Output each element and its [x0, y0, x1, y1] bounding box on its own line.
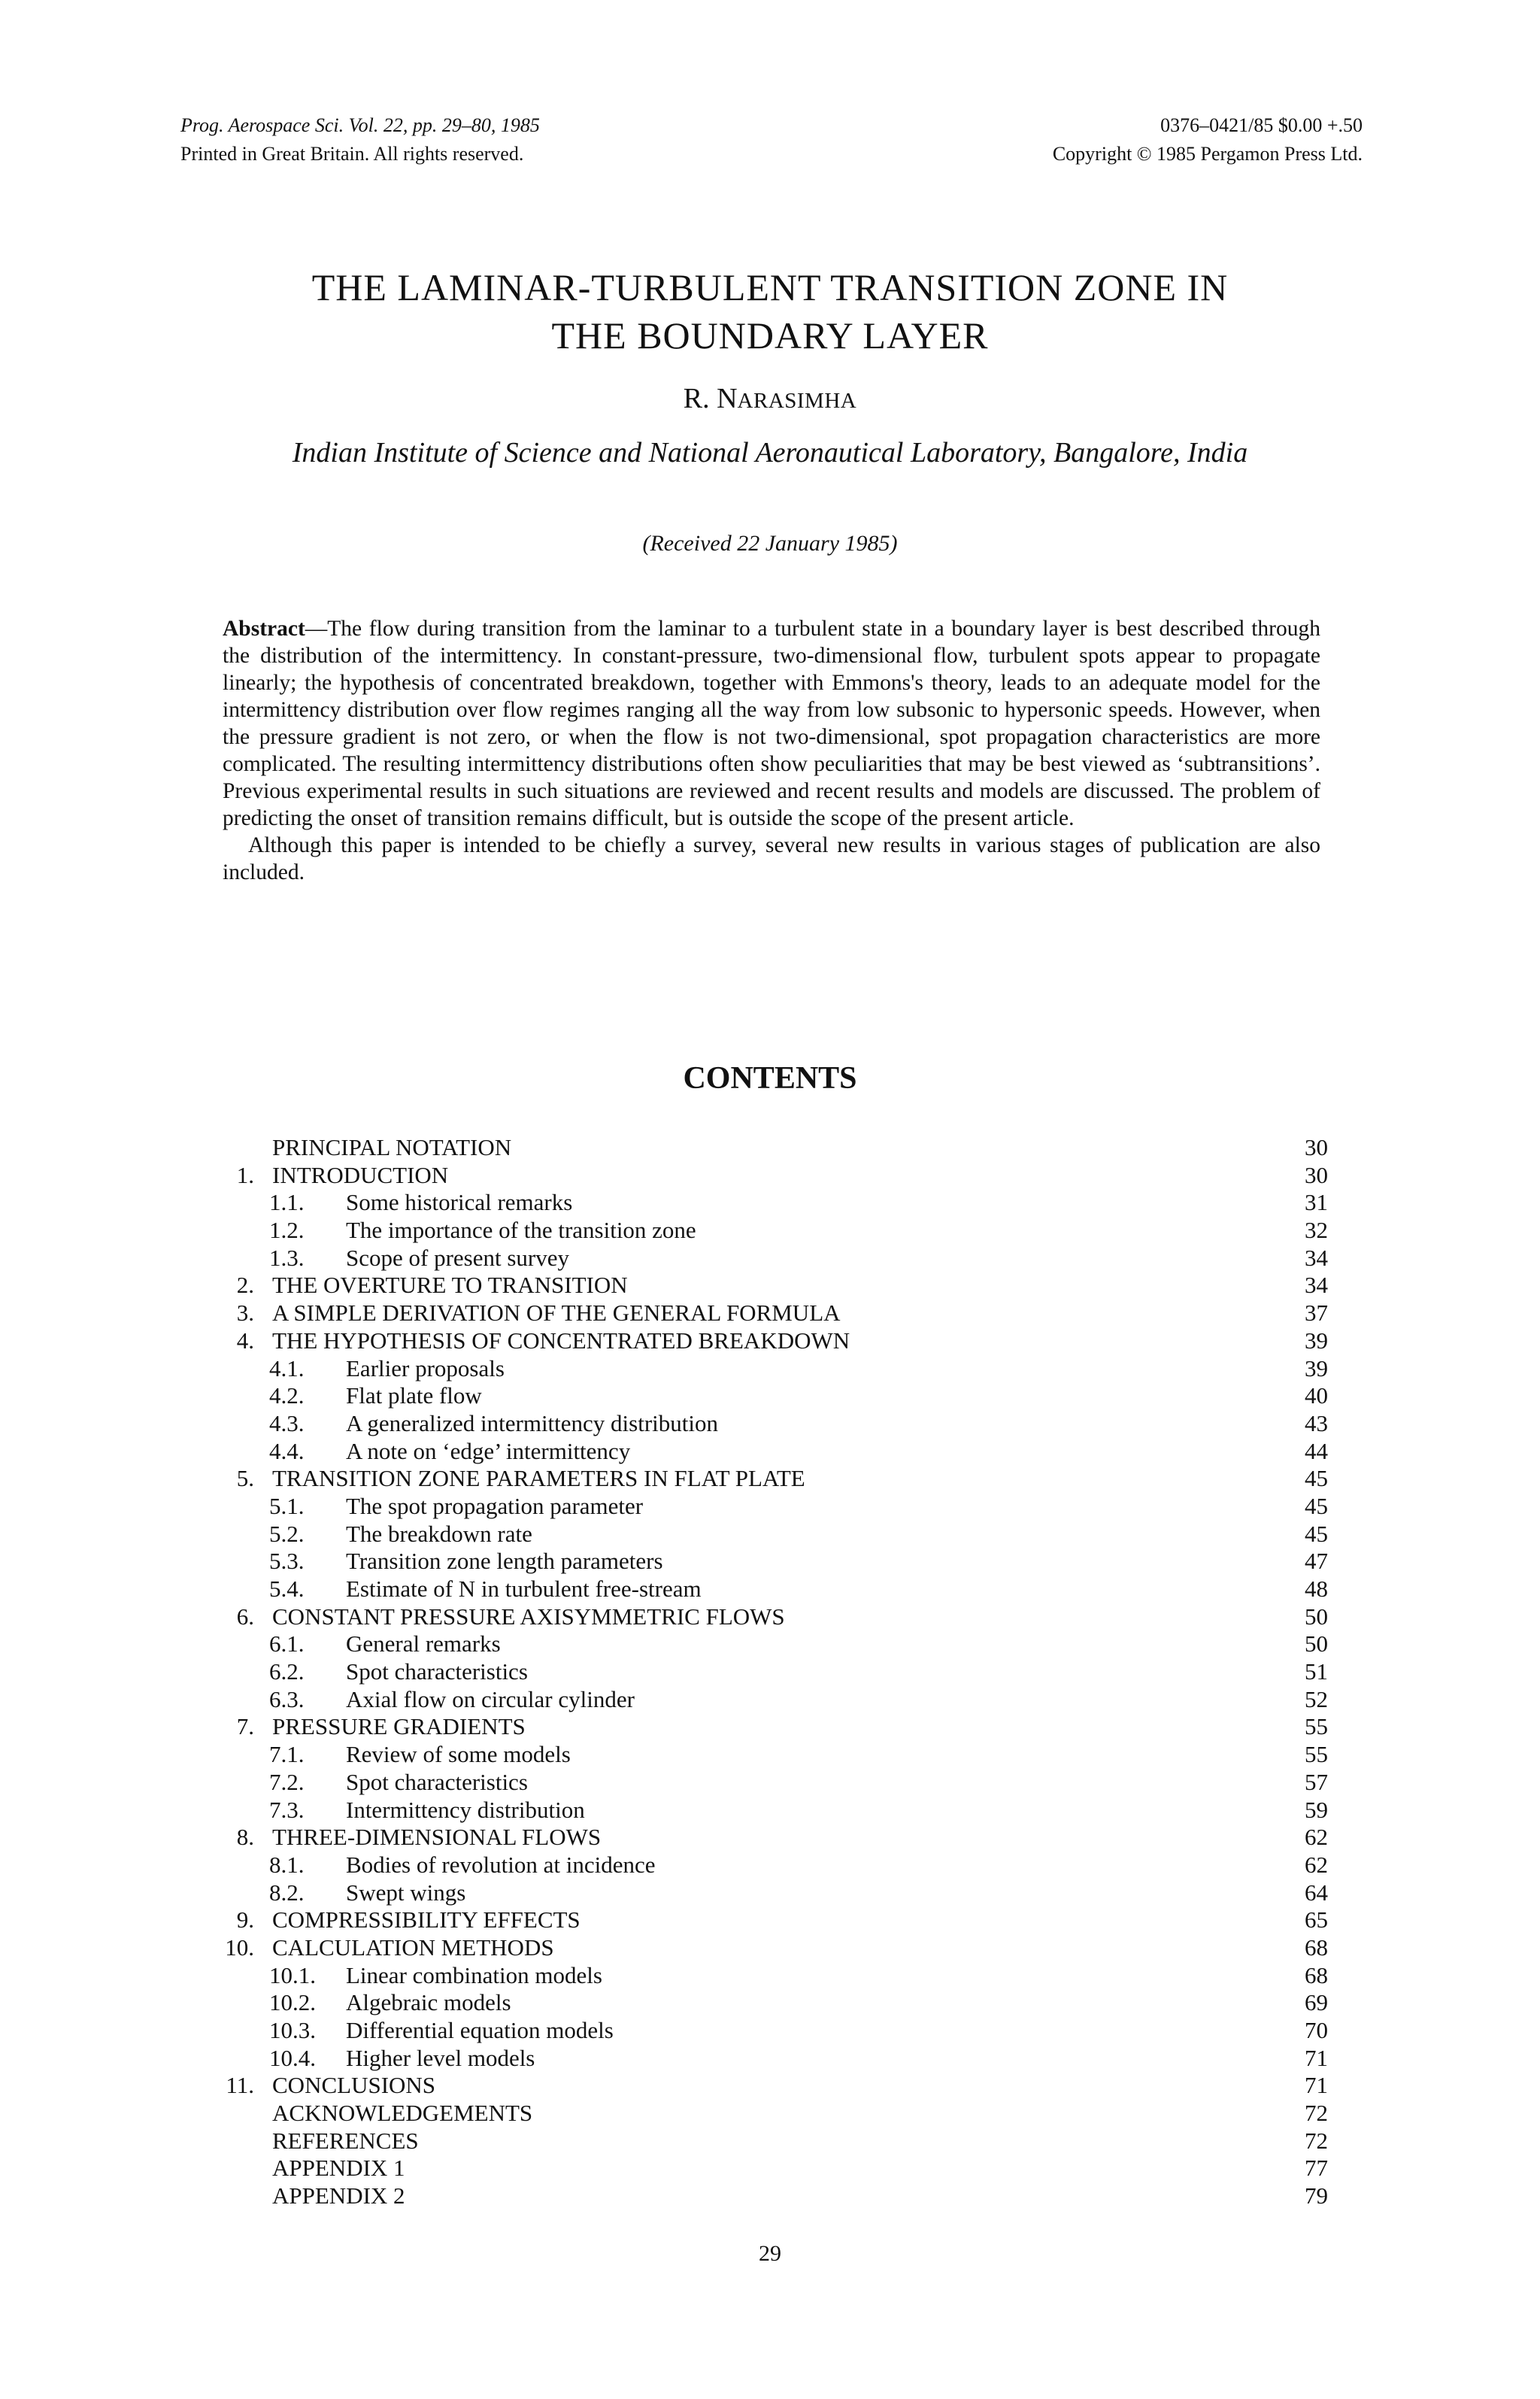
toc-entry-page: 72	[1305, 2127, 1328, 2154]
toc-entry-number: 5.4.	[269, 1576, 305, 1602]
toc-entry-title: THE OVERTURE TO TRANSITION	[272, 1272, 628, 1299]
toc-entry-title: The spot propagation parameter	[346, 1492, 644, 1519]
toc-entry-number: 10.	[225, 1933, 254, 1961]
toc-entry-page: 68	[1305, 1961, 1328, 1988]
toc-entry-title: Swept wings	[346, 1879, 466, 1906]
toc-entry	[0, 2155, 1540, 2182]
author-surname: ARASIMHA	[737, 389, 857, 413]
toc-entry-title: Flat plate flow	[346, 1382, 482, 1409]
toc-entry-title: Algebraic models	[346, 1989, 511, 2016]
toc-entry-page: 45	[1305, 1492, 1328, 1519]
toc-entry-title: Some historical remarks	[346, 1189, 573, 1216]
toc-entry	[0, 2128, 1540, 2155]
toc-entry-number: 6.	[236, 1603, 254, 1630]
toc-entry-page: 34	[1305, 1244, 1328, 1271]
title-line-2: THE BOUNDARY LAYER	[551, 314, 989, 356]
toc-entry-number: 7.	[236, 1713, 254, 1740]
toc-entry-page: 48	[1305, 1576, 1328, 1602]
toc-entry-number: 1.2.	[269, 1217, 305, 1244]
contents-heading: CONTENTS	[683, 1061, 857, 1096]
publisher-info	[1053, 111, 1363, 168]
toc-entry	[0, 2017, 1540, 2045]
toc-entry-number: 6.3.	[269, 1685, 305, 1712]
toc-entry-number: 5.1.	[269, 1492, 305, 1519]
toc-entry-title: APPENDIX 2	[272, 2182, 405, 2209]
toc-entry-page: 50	[1305, 1630, 1328, 1657]
abstract	[223, 615, 1320, 886]
toc-entry-number: 8.1.	[269, 1851, 305, 1878]
toc-entry	[0, 1548, 1540, 1576]
toc-entry-title: Differential equation models	[346, 2017, 614, 2043]
title-line-1: THE LAMINAR-TURBULENT TRANSITION ZONE IN	[311, 266, 1229, 308]
toc-entry	[0, 1410, 1540, 1438]
toc-entry-page: 57	[1305, 1768, 1328, 1795]
toc-entry	[0, 1603, 1540, 1631]
toc-entry-number: 8.2.	[269, 1879, 305, 1906]
toc-entry-title: A SIMPLE DERIVATION OF THE GENERAL FORMULA	[272, 1300, 841, 1327]
toc-entry-title: Higher level models	[346, 2044, 535, 2071]
toc-entry-number: 6.1.	[269, 1630, 305, 1657]
table-of-contents	[0, 1134, 1540, 2210]
toc-entry-page: 64	[1305, 1879, 1328, 1906]
toc-entry-number: 1.1.	[269, 1189, 305, 1216]
toc-entry-number: 7.2.	[269, 1768, 305, 1795]
toc-entry-page: 44	[1305, 1437, 1328, 1464]
toc-entry	[0, 1382, 1540, 1410]
toc-entry-number: 4.	[236, 1327, 254, 1354]
journal-line: Prog. Aerospace Sci. Vol. 22, pp. 29–80, 1985	[180, 114, 540, 136]
toc-entry-number: 7.3.	[269, 1796, 305, 1823]
toc-entry-title: The breakdown rate	[346, 1520, 532, 1547]
toc-entry-number: 6.2.	[269, 1658, 305, 1685]
toc-entry	[0, 1576, 1540, 1603]
toc-entry	[0, 1355, 1540, 1383]
received-date: (Received 22 January 1985)	[642, 531, 898, 556]
toc-entry-title: TRANSITION ZONE PARAMETERS IN FLAT PLATE	[272, 1465, 805, 1492]
toc-entry-page: 79	[1305, 2182, 1328, 2209]
toc-entry-number: 5.	[236, 1465, 254, 1492]
toc-entry-page: 50	[1305, 1603, 1328, 1630]
toc-entry-title: PRINCIPAL NOTATION	[272, 1134, 512, 1160]
toc-entry-title: Intermittency distribution	[346, 1796, 585, 1823]
toc-entry-number: 10.3.	[269, 2017, 316, 2043]
toc-entry	[0, 1713, 1540, 1741]
toc-entry-number: 9.	[236, 1906, 254, 1933]
toc-entry-page: 59	[1305, 1796, 1328, 1823]
toc-entry-page: 52	[1305, 1685, 1328, 1712]
toc-entry-page: 43	[1305, 1409, 1328, 1436]
toc-entry-number: 4.4.	[269, 1437, 305, 1464]
toc-entry	[0, 1686, 1540, 1714]
toc-entry-number: 10.1.	[269, 1961, 316, 1988]
toc-entry-title: Scope of present survey	[346, 1244, 569, 1271]
toc-entry-page: 69	[1305, 1989, 1328, 2016]
toc-entry-title: General remarks	[346, 1630, 501, 1657]
toc-entry	[0, 2100, 1540, 2128]
toc-entry-page: 45	[1305, 1465, 1328, 1492]
toc-entry-title: THREE-DIMENSIONAL FLOWS	[272, 1824, 602, 1851]
author-affiliation: Indian Institute of Science and National Aeronautical Laboratory, Bangalore, India	[292, 437, 1248, 469]
toc-entry-page: 45	[1305, 1520, 1328, 1547]
issn-line: 0376–0421/85 $0.00 +.50	[1160, 114, 1363, 136]
toc-entry-number: 4.1.	[269, 1354, 305, 1381]
toc-entry	[0, 1741, 1540, 1769]
toc-entry	[0, 1906, 1540, 1934]
toc-entry-number: 10.4.	[269, 2044, 316, 2071]
toc-entry-title: Bodies of revolution at incidence	[346, 1851, 656, 1878]
toc-entry	[0, 2182, 1540, 2210]
toc-entry-page: 30	[1305, 1161, 1328, 1188]
journal-citation	[180, 111, 540, 168]
toc-entry-title: INTRODUCTION	[272, 1161, 449, 1188]
toc-entry-title: APPENDIX 1	[272, 2155, 405, 2182]
toc-entry-page: 70	[1305, 2017, 1328, 2043]
toc-entry-title: Earlier proposals	[346, 1354, 505, 1381]
toc-entry	[0, 1300, 1540, 1327]
toc-entry	[0, 2045, 1540, 2073]
article-title	[0, 263, 1540, 359]
toc-entry	[0, 1272, 1540, 1300]
toc-entry-page: 37	[1305, 1300, 1328, 1327]
toc-entry-title: Axial flow on circular cylinder	[346, 1685, 635, 1712]
toc-entry-title: PRESSURE GRADIENTS	[272, 1713, 526, 1740]
toc-entry-number: 10.2.	[269, 1989, 316, 2016]
toc-entry-number: 4.3.	[269, 1409, 305, 1436]
copyright-line: Copyright © 1985 Pergamon Press Ltd.	[1052, 143, 1363, 165]
toc-entry-title: Review of some models	[346, 1741, 571, 1768]
toc-entry-number: 1.3.	[269, 1244, 305, 1271]
toc-entry-number: 8.	[236, 1824, 254, 1851]
toc-entry-title: Linear combination models	[346, 1961, 602, 1988]
toc-entry-title: A note on ‘edge’ intermittency	[346, 1437, 631, 1464]
toc-entry	[0, 1630, 1540, 1658]
toc-entry-page: 40	[1305, 1382, 1328, 1409]
toc-entry	[0, 1465, 1540, 1493]
toc-entry-page: 31	[1305, 1189, 1328, 1216]
abstract-paragraph-1	[223, 615, 1320, 832]
toc-entry-number: 11.	[226, 2072, 254, 2099]
toc-entry-page: 39	[1305, 1354, 1328, 1381]
toc-entry	[0, 1879, 1540, 1907]
toc-entry-page: 34	[1305, 1272, 1328, 1299]
toc-entry	[0, 1493, 1540, 1521]
author-name	[0, 382, 1540, 415]
toc-entry	[0, 1934, 1540, 1962]
toc-entry-page: 39	[1305, 1327, 1328, 1354]
toc-entry-title: REFERENCES	[272, 2127, 419, 2154]
toc-entry-title: Transition zone length parameters	[346, 1548, 663, 1575]
toc-entry-title: CONCLUSIONS	[272, 2072, 436, 2099]
toc-entry	[0, 1189, 1540, 1217]
abstract-paragraph-2: Although this paper is intended to be chiefly a survey, several new results in various stages of publication are also included.	[223, 833, 1320, 884]
page-number: 29	[759, 2241, 781, 2266]
toc-entry-page: 62	[1305, 1824, 1328, 1851]
toc-entry-number: 7.1.	[269, 1741, 305, 1768]
toc-entry-title: THE HYPOTHESIS OF CONCENTRATED BREAKDOWN	[272, 1327, 850, 1354]
toc-entry-page: 77	[1305, 2155, 1328, 2182]
toc-entry-number: 1.	[236, 1161, 254, 1188]
toc-entry	[0, 1162, 1540, 1190]
toc-entry-page: 30	[1305, 1134, 1328, 1160]
toc-entry-title: A generalized intermittency distribution	[346, 1409, 719, 1436]
toc-entry-title: CONSTANT PRESSURE AXISYMMETRIC FLOWS	[272, 1603, 785, 1630]
toc-entry-title: Estimate of N in turbulent free-stream	[346, 1576, 702, 1602]
toc-entry-number: 5.3.	[269, 1548, 305, 1575]
toc-entry-title: Spot characteristics	[346, 1768, 528, 1795]
toc-entry	[0, 1245, 1540, 1272]
printed-line: Printed in Great Britain. All rights reserved.	[180, 143, 524, 165]
toc-entry-title: ACKNOWLEDGEMENTS	[272, 2100, 533, 2127]
toc-entry-number: 3.	[236, 1300, 254, 1327]
abstract-label: Abstract	[223, 617, 305, 641]
toc-entry-title: Spot characteristics	[346, 1658, 528, 1685]
toc-entry-page: 55	[1305, 1713, 1328, 1740]
toc-entry	[0, 1989, 1540, 2017]
toc-entry	[0, 1658, 1540, 1686]
toc-entry-page: 68	[1305, 1933, 1328, 1961]
author-initial: R. N	[683, 383, 738, 414]
toc-entry	[0, 1217, 1540, 1245]
toc-entry-number: 5.2.	[269, 1520, 305, 1547]
toc-entry-number: 2.	[236, 1272, 254, 1299]
toc-entry-page: 62	[1305, 1851, 1328, 1878]
toc-entry-title: COMPRESSIBILITY EFFECTS	[272, 1906, 581, 1933]
toc-entry	[0, 1327, 1540, 1355]
toc-entry	[0, 1824, 1540, 1852]
abstract-text-1: —The flow during transition from the laminar to a turbulent state in a boundary layer is best described through the distribution of the intermittency. In constant-pressure, two-dimensional flow, turbulent spots appear to propagate linearly; the hypothesis of concentrated breakdown, together with Emmons's theory, leads to an adequate model for the intermittency distribution over flow regimes ranging all the way from low subsonic to hypersonic speeds. However, when the pressure gradient is not zero, or when the flow is not two-dimensional, spot propagation characteristics are more complicated. The resulting intermittency distributions often show peculiarities that may be best viewed as ‘subtransitions’. Previous experimental results in such situations are reviewed and recent results and models are discussed. The problem of predicting the onset of transition remains difficult, but is outside the scope of the present article.	[223, 617, 1320, 830]
toc-entry	[0, 1521, 1540, 1548]
toc-entry-page: 55	[1305, 1741, 1328, 1768]
toc-entry-title: CALCULATION METHODS	[272, 1933, 554, 1961]
toc-entry-number: 4.2.	[269, 1382, 305, 1409]
toc-entry-page: 47	[1305, 1548, 1328, 1575]
toc-entry	[0, 1852, 1540, 1879]
toc-entry-page: 32	[1305, 1217, 1328, 1244]
toc-entry-page: 71	[1305, 2072, 1328, 2099]
toc-entry	[0, 1797, 1540, 1824]
toc-entry-page: 72	[1305, 2100, 1328, 2127]
toc-entry	[0, 1962, 1540, 1990]
toc-entry-page: 71	[1305, 2044, 1328, 2071]
toc-entry	[0, 1134, 1540, 1162]
toc-entry	[0, 2072, 1540, 2100]
toc-entry-page: 65	[1305, 1906, 1328, 1933]
toc-entry	[0, 1438, 1540, 1466]
toc-entry-title: The importance of the transition zone	[346, 1217, 696, 1244]
toc-entry-page: 51	[1305, 1658, 1328, 1685]
toc-entry	[0, 1769, 1540, 1797]
